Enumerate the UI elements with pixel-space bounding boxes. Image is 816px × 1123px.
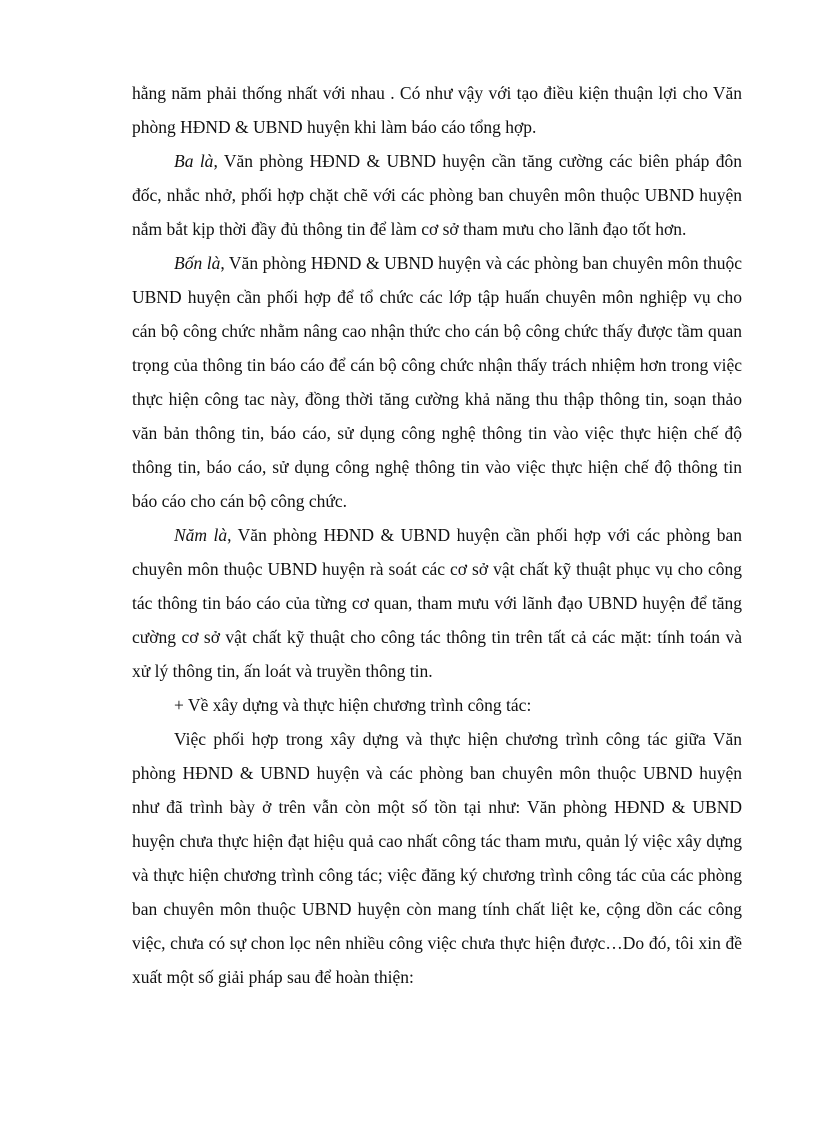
paragraph-text: hằng năm phải thống nhất với nhau . Có như vậy với tạo điều kiện thuận lợi cho Văn phòng HĐND & UBND huyện khi làm báo cáo tổng hợp.: [132, 83, 742, 137]
paragraph-text: , Văn phòng HĐND & UBND huyện và các phòng ban chuyên môn thuộc UBND huyện cần phối hợp để tổ chức các lớp tập huấn chuyên môn nghiệp vụ cho cán bộ công chức nhằm nâng cao nhận thức cho cán bộ công chức thấy được tầm quan trọng của thông tin báo cáo để cán bộ công chức nhận thấy trách nhiệm hơn trong việc thực hiện công tac này, đồng thời tăng cường khả năng thu thập thông tin, soạn thảo văn bản thông tin, báo cáo, sử dụng công nghệ thông tin vào việc thực hiện chế độ thông tin, báo cáo, sử dụng công nghệ thông tin vào việc thực hiện chế độ thông tin báo cáo cho cán bộ công chức.: [132, 253, 742, 511]
paragraph-bon-la: [132, 246, 742, 518]
paragraph-nam-la: [132, 518, 742, 688]
paragraph-intro-continuation: [132, 76, 742, 144]
paragraph-lead: Bốn là: [174, 253, 221, 273]
paragraph-text: Việc phối hợp trong xây dựng và thực hiện chương trình công tác giữa Văn phòng HĐND & UBND huyện và các phòng ban chuyên môn thuộc UBND huyện như đã trình bày ở trên vẫn còn một số tồn tại như: Văn phòng HĐND & UBND huyện chưa thực hiện đạt hiệu quả cao nhất công tác tham mưu, quản lý việc xây dựng và thực hiện chương trình công tác; việc đăng ký chương trình công tác của các phòng ban chuyên môn thuộc UBND huyện còn mang tính chất liệt ke, cộng dồn các công việc, chưa có sự chon lọc nên nhiều công việc chưa thực hiện được…Do đó, tôi xin đề xuất một số giải pháp sau để hoàn thiện:: [132, 729, 742, 987]
paragraph-ba-la: [132, 144, 742, 246]
paragraph-lead: Năm là: [174, 525, 228, 545]
paragraph-text: , Văn phòng HĐND & UBND huyện cần phối hợp với các phòng ban chuyên môn thuộc UBND huyện rà soát các cơ sở vật chất kỹ thuật phục vụ cho công tác thông tin báo cáo của từng cơ quan, tham mưu với lãnh đạo UBND huyện để tăng cường cơ sở vật chất kỹ thuật cho công tác thông tin trên tất cả các mặt: tính toán và xử lý thông tin, ấn loát và truyền thông tin.: [132, 525, 742, 681]
paragraph-program-coordination: [132, 722, 742, 994]
section-heading-program: [132, 688, 742, 722]
paragraph-lead: Ba là: [174, 151, 214, 171]
paragraph-text: + Về xây dựng và thực hiện chương trình công tác:: [174, 695, 532, 715]
paragraph-text: , Văn phòng HĐND & UBND huyện cần tăng cường các biên pháp đôn đốc, nhắc nhở, phối hợp chặt chẽ với các phòng ban chuyên môn thuộc UBND huyện nắm bắt kịp thời đầy đủ thông tin để làm cơ sở tham mưu cho lãnh đạo tốt hơn.: [132, 151, 742, 239]
document-page: [132, 76, 742, 994]
